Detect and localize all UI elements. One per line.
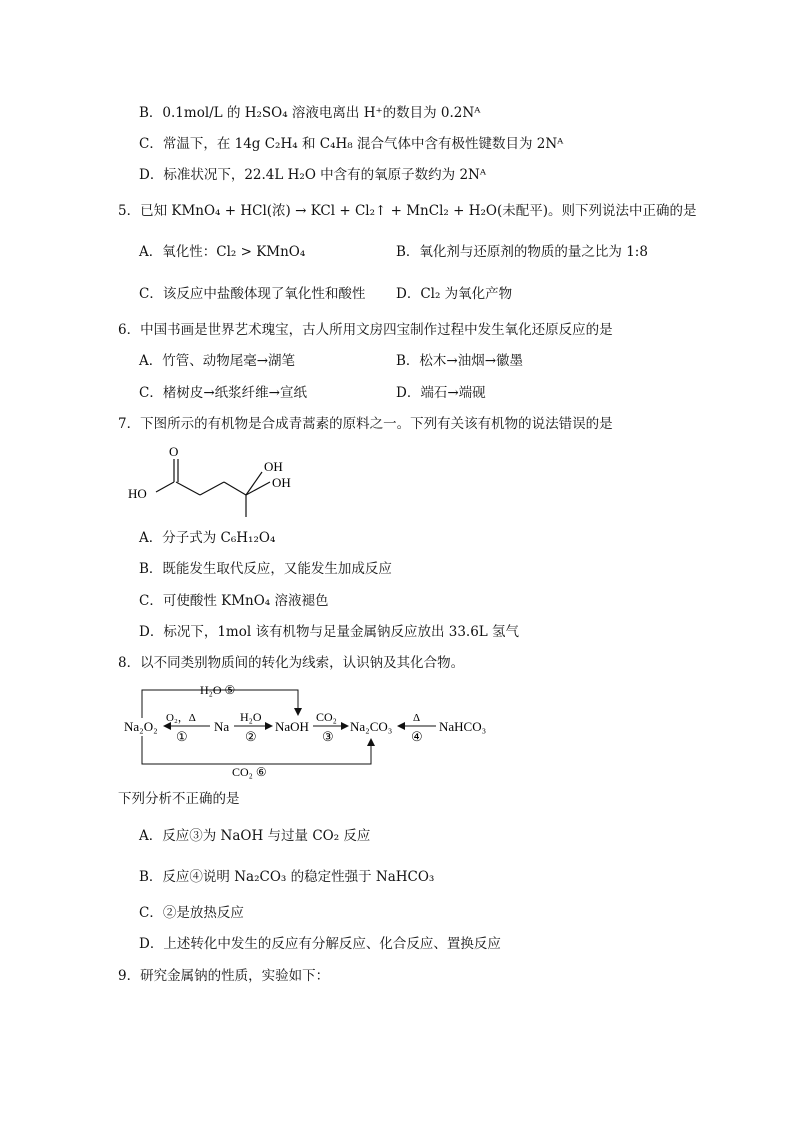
q6-stem: 6．中国书画是世界艺术瑰宝，古人所用文房四宝制作过程中发生氧化还原反应的是 xyxy=(118,322,613,338)
q7-option-d: D．标况下，1mol 该有机物与足量金属钠反应放出 33.6L 氢气 xyxy=(139,624,520,640)
reaction5-label: H₂O ⑤ xyxy=(200,683,236,697)
q6-option-c: C．楮树皮→纸浆纤维→宣纸 xyxy=(139,385,307,401)
q5-option-a: A．氧化性：Cl₂ > KMnO₄ xyxy=(139,244,306,260)
q6-option-d: D．端石→端砚 xyxy=(396,385,486,401)
hydroxyl-label-left: HO xyxy=(128,486,147,501)
sodium-conversion-diagram xyxy=(118,678,518,784)
q7-option-a: A．分子式为 C₆H₁₂O₄ xyxy=(139,530,276,546)
carbonyl-oxygen-label: O xyxy=(169,444,179,459)
q7-structure-diagram xyxy=(120,438,320,523)
q5-option-d: D．Cl₂ 为氧化产物 xyxy=(396,286,513,302)
reaction3-condition: CO₂ xyxy=(316,710,337,724)
reaction2-condition: H₂O xyxy=(240,710,262,724)
q6-option-b: B．松木→油烟→徽墨 xyxy=(396,353,524,369)
reaction1-number: ① xyxy=(176,729,188,744)
q7-option-b: B．既能发生取代反应，又能发生加成反应 xyxy=(139,561,392,577)
q8-option-a: A．反应③为 NaOH 与过量 CO₂ 反应 xyxy=(139,828,371,844)
reaction3-number: ③ xyxy=(322,729,334,744)
compound-na2o2: Na₂O₂ xyxy=(124,719,158,734)
q8-option-c: C．②是放热反应 xyxy=(139,905,244,921)
compound-na2co3: Na₂CO₃ xyxy=(350,719,393,734)
compound-nahco3: NaHCO₃ xyxy=(439,719,487,734)
q4-option-b: B．0.1mol/L 的 H₂SO₄ 溶液电离出 H⁺的数目为 0.2Nᴬ xyxy=(139,105,481,121)
compound-naoh: NaOH xyxy=(275,719,309,734)
q4-option-d: D．标准状况下，22.4L H₂O 中含有的氧原子数约为 2Nᴬ xyxy=(139,167,487,183)
reaction1-condition: O₂，Δ xyxy=(166,712,196,724)
reaction6-label: CO₂ ⑥ xyxy=(232,765,267,779)
hydroxyl-label-top: OH xyxy=(264,459,283,474)
q9-stem: 9．研究金属钠的性质，实验如下： xyxy=(118,968,330,984)
reaction4-condition: Δ xyxy=(413,712,421,724)
q8-option-b: B．反应④说明 Na₂CO₃ 的稳定性强于 NaHCO₃ xyxy=(139,869,435,885)
q4-option-c: C．常温下，在 14g C₂H₄ 和 C₄H₈ 混合气体中含有极性键数目为 2Nᴬ xyxy=(139,136,564,152)
q8-option-d: D．上述转化中发生的反应有分解反应、化合反应、置换反应 xyxy=(139,936,501,952)
q7-stem: 7．下图所示的有机物是合成青蒿素的原料之一。下列有关该有机物的说法错误的是 xyxy=(118,416,613,432)
q6-option-a: A．竹管、动物尾毫→湖笔 xyxy=(139,353,296,369)
q5-option-c: C．该反应中盐酸体现了氧化性和酸性 xyxy=(139,286,366,302)
reaction4-number: ④ xyxy=(411,729,423,744)
q7-option-c: C．可使酸性 KMnO₄ 溶液褪色 xyxy=(139,593,329,609)
q8-question: 下列分析不正确的是 xyxy=(118,791,240,807)
hydroxyl-label-right: OH xyxy=(272,475,291,490)
reaction2-number: ② xyxy=(245,729,257,744)
element-na: Na xyxy=(214,719,230,734)
q5-option-b: B．氧化剂与还原剂的物质的量之比为 1:8 xyxy=(396,244,648,260)
q5-stem: 5．已知 KMnO₄ + HCl(浓) → KCl + Cl₂↑ + MnCl₂ + H₂O(未配平)。则下列说法中正确的是 xyxy=(118,203,697,219)
q8-stem: 8．以不同类别物质间的转化为线索，认识钠及其化合物。 xyxy=(118,655,465,671)
